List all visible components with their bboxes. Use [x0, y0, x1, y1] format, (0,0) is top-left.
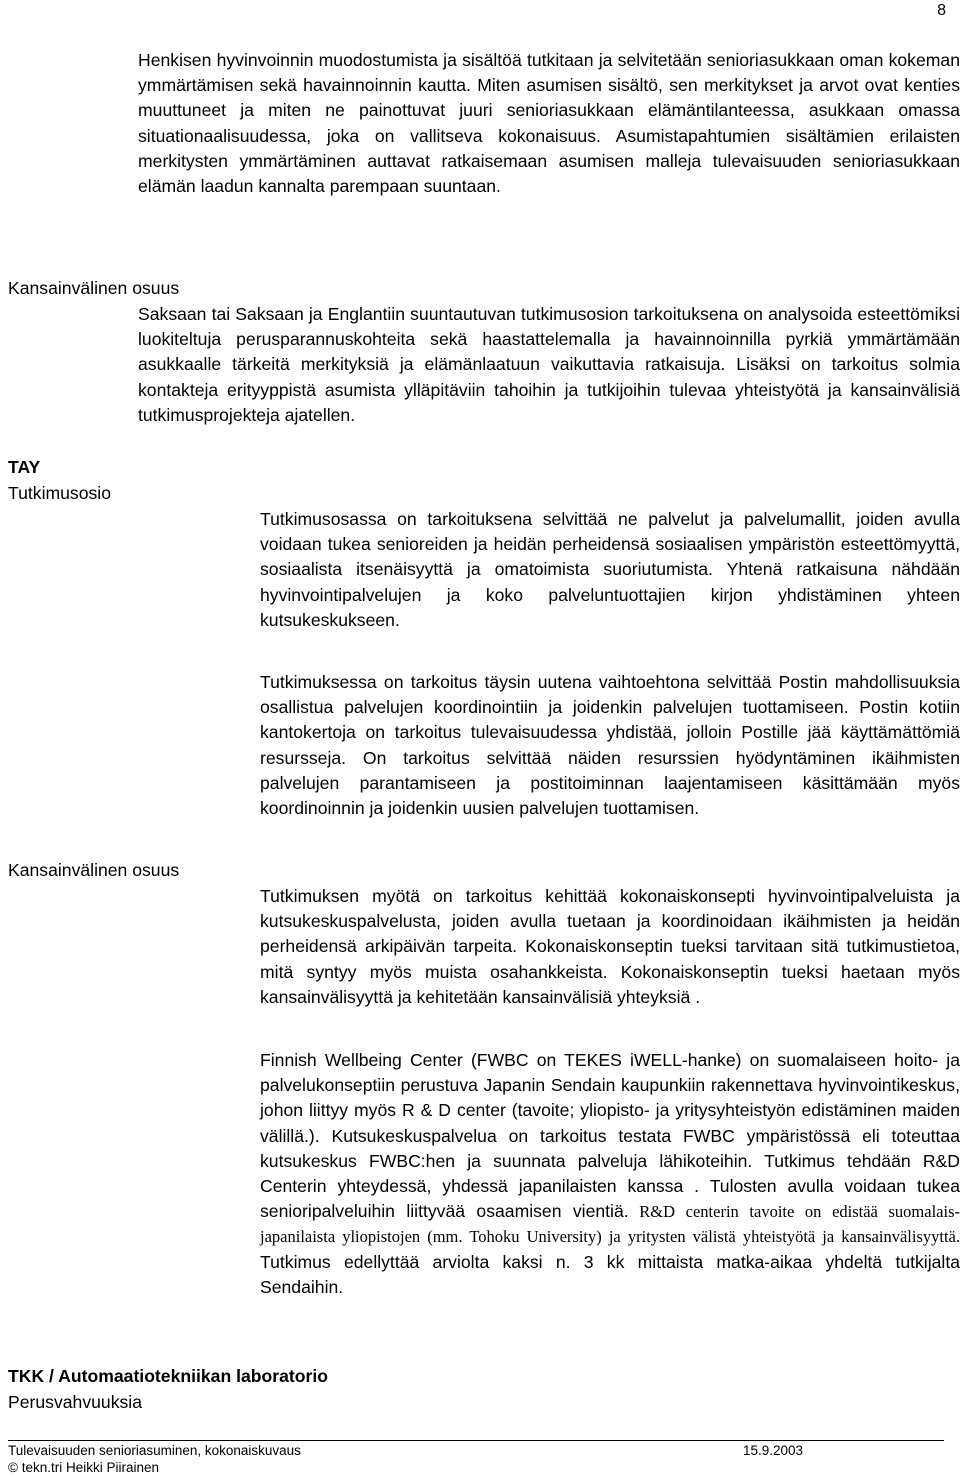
page-number: 8: [937, 2, 946, 19]
footer-title: Tulevaisuuden senioriasuminen, kokonaiskuvaus: [8, 1443, 301, 1458]
rd-center-text: R&D centerin tavoite on edistää suomalais-japanilaista yliopistojen (mm. Tohoku University) ja yritysten välistä yhteistyötä ja kansainvälisyyttä.: [260, 1202, 960, 1247]
label-tutkimusosio: Tutkimusosio: [8, 483, 111, 503]
paragraph-kokonaiskonsepti: Tutkimuksen myötä on tarkoitus kehittää kokonaiskonsepti hyvinvointipalveluista ja kutsukeskuspalvelusta, joiden avulla tuetaan ja koordinoidaan ikäihmisten ja heidän perheidensä arkipäivän tarpeita. Kokonaiskonseptin tueksi tarvitaan sitä tutkimustietoa, mitä syntyy myös muista osahankkeista. Kokonaiskonseptin tueksi haetaan myös kansainvälisyyttä ja kehitetään kansainvälisiä yhteyksiä .: [260, 886, 960, 1007]
paragraph-posti: Tutkimuksessa on tarkoitus täysin uutena vaihtoehtona selvittää Postin mahdollisuuksia osallistua palvelujen koordinointiin ja joidenkin palvelujen tuottamiseen. Postin kotiin kantokertoja on tarkoitus tulevaisuudessa yhdistää, jolloin Postille jää käyttämättömiä resursseja. On tarkoitus selvittää näiden resurssien hyödyntäminen ikäihmisten palvelujen parantamiseen ja postitoiminnan laajentamiseen käsittämään myös koordinoinnin ja joidenkin uusien palvelujen tuottamisen.: [260, 672, 960, 819]
paragraph-palvelumallit: Tutkimusosassa on tarkoituksena selvittää ne palvelut ja palvelumallit, joiden avulla voidaan tukea senioreiden ja heidän perheidensä sosiaalisen ympäristön esteettömyyttä, sosiaalista itsenäisyyttä ja omatoimista suoriutumista. Yhtenä ratkaisuna nähdään hyvinvointipalvelujen ja koko palveluntuottajien kirjon yhdistäminen yhteen kutsukeskukseen.: [260, 509, 960, 630]
paragraph-fwbc: [260, 1048, 960, 1300]
label-kansainvalinen-osuus-1: Kansainvälinen osuus: [8, 278, 180, 298]
footer-author: © tekn.tri Heikki Piirainen: [8, 1460, 159, 1475]
label-tkk-automaatiotekniikka: TKK / Automaatiotekniikan laboratorio: [8, 1366, 328, 1386]
paragraph-henkinen-hyvinvointi: Henkisen hyvinvoinnin muodostumista ja sisältöä tutkitaan ja selvitetään senioriasukkaan oman kokeman ymmärtämisen sekä havainnoinnin kautta. Miten asumisen sisältö, sen merkitykset ja arvot ovat kenties muuttuneet ja miten ne painottuvat juuri senioriasukkaan elämäntilanteessa, asukkaan omassa situationaalisuudessa, joka on vallitseva kokonaisuus. Asumistapahtumien sisältämien erilaisten merkitysten ymmärtäminen auttavat ratkaisemaan asumisen malleja tulevaisuuden senioriasukkaan elämän laadun kannalta parempaan suuntaan.: [138, 50, 960, 197]
fwbc-text: Finnish Wellbeing Center (FWBC on TEKES iWELL-hanke) on suomalaiseen hoito- ja palvelukonseptiin perustuva Japanin Sendain kaupunkiin rakennettava hyvinvointikeskus, johon liittyy myös R & D center (tavoite; yliopisto- ja yritysyhteistyön edistäminen maiden välillä.). Kutsukeskuspalvelua on tarkoitus testata FWBC ympäristössä eli toteuttaa kutsukeskus FWBC:hen ja suunnata palveluja lähikoteihin. Tutkimus tehdään R&D Centerin yhteydessä, yhdessä japanilaisten kanssa . Tulosten avulla voidaan tukea senioripalveluihin liittyvää osaamisen vientiä.: [260, 1050, 960, 1222]
label-kansainvalinen-osuus-2: Kansainvälinen osuus: [8, 860, 180, 880]
sendai-travel-text: Tutkimus edellyttää arviolta kaksi n. 3 kk mittaista matka-aikaa yhdeltä tutkijalta Sendaihin.: [260, 1251, 960, 1297]
paragraph-saksa-englanti: Saksaan tai Saksaan ja Englantiin suuntautuvan tutkimusosion tarkoituksena on analysoida esteettömiksi luokiteltuja perusparannuskohteita sekä haastattelemalla ja havainnoinnilla pyrkiä ymmärtämään asukkaalle tärkeitä merkityksiä ja elämänlaatuun vaikuttavia ratkaisuja. Lisäksi on tarkoitus solmia kontakteja erityyppistä asumista ylläpitäviin tahoihin ja tutkijoihin tulevaa yhteistyötä ja kansainvälisiä tutkimusprojekteja ajatellen.: [138, 304, 960, 425]
label-perusvahvuuksia: Perusvahvuuksia: [8, 1392, 142, 1412]
label-tay: TAY: [8, 457, 41, 477]
footer-date: 15.9.2003: [743, 1443, 804, 1458]
footer-divider: [8, 1440, 944, 1441]
